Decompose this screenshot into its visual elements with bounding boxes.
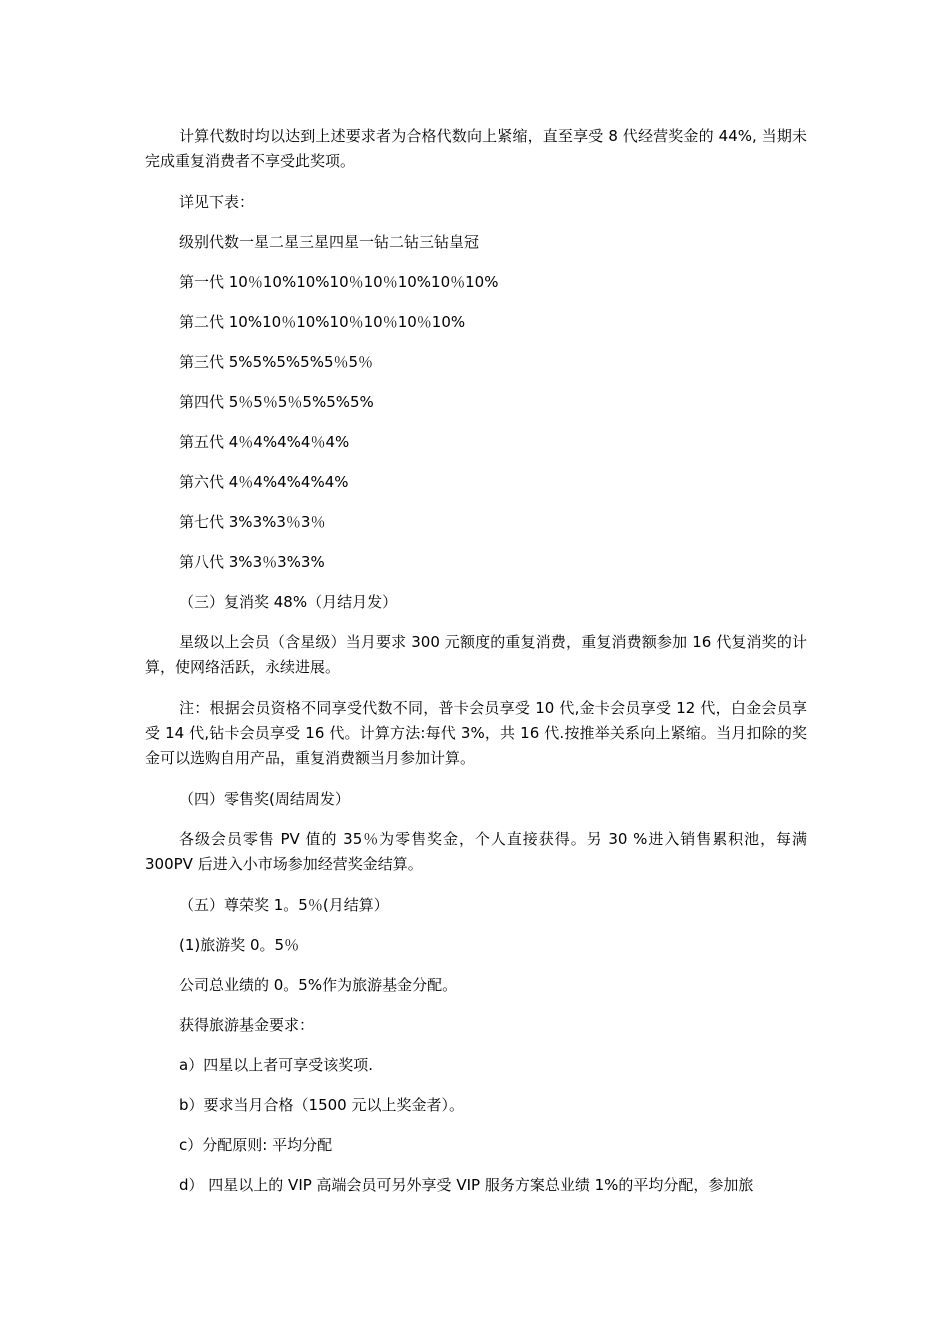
paragraph-generation-6: 第六代 4％4%4%4%4%: [179, 473, 349, 491]
paragraph-generation-rule: 计算代数时均以达到上述要求者为合格代数向上紧缩，直至享受 8 代经营奖金的 44%, 当期未完成重复消费者不享受此奖项。: [145, 127, 807, 170]
document-page: [145, 124, 807, 1213]
paragraph-generation-2: 第二代 10%10％10%10％10％10％10%: [179, 313, 466, 331]
list-item-b: b）要求当月合格（1500 元以上奖金者）。: [179, 1096, 464, 1114]
paragraph-generation-5: 第五代 4％4%4%4％4%: [179, 433, 350, 451]
paragraph-generation-1: 第一代 10％10%10%10％10％10%10％10%: [179, 273, 499, 291]
section-heading-repeat-bonus: （三）复消奖 48%（月结月发）: [179, 593, 398, 611]
list-item-c: c）分配原则: 平均分配: [179, 1136, 333, 1154]
subsection-heading-travel-bonus: (1)旅游奖 0。5％: [179, 936, 300, 954]
paragraph-note: 注：根据会员资格不同享受代数不同，普卡会员享受 10 代,金卡会员享受 12 代，白金会员享受 14 代,钻卡会员享受 16 代。计算方法:每代 3%，共 16 代.按推举关系向上紧缩。当月扣除的奖金可以选购自用产品，重复消费额当月参加计算。: [145, 699, 807, 767]
paragraph-travel-requirements: 获得旅游基金要求：: [179, 1016, 315, 1034]
section-heading-retail-bonus: （四）零售奖(周结周发）: [179, 790, 350, 808]
section-heading-honor-bonus: （五）尊荣奖 1。5％(月结算）: [179, 896, 389, 914]
paragraph-repeat-bonus: 星级以上会员（含星级）当月要求 300 元额度的重复消费，重复消费额参加 16 代复消奖的计算，使网络活跃，永续进展。: [145, 633, 807, 676]
list-item-d: d） 四星以上的 VIP 高端会员可另外享受 VIP 服务方案总业绩 1%的平均分配，参加旅: [179, 1176, 754, 1194]
paragraph-table-header: 级别代数一星二星三星四星一钻二钻三钻皇冠: [179, 233, 480, 251]
list-item-a: a）四星以上者可享受该奖项.: [179, 1056, 373, 1074]
paragraph-generation-7: 第七代 3%3%3％3％: [179, 513, 326, 531]
paragraph-travel-fund: 公司总业绩的 0。5%作为旅游基金分配。: [179, 976, 458, 994]
paragraph-retail-bonus: 各级会员零售 PV 值的 35％为零售奖金，个人直接获得。另 30 %进入销售累积池，每满 300PV 后进入小市场参加经营奖金结算。: [145, 830, 807, 873]
paragraph-table-intro: 详见下表：: [179, 193, 255, 211]
paragraph-generation-8: 第八代 3%3％3%3%: [179, 553, 325, 571]
paragraph-generation-3: 第三代 5%5%5%5%5％5％: [179, 353, 374, 371]
paragraph-generation-4: 第四代 5％5％5％5%5%5%: [179, 393, 374, 411]
